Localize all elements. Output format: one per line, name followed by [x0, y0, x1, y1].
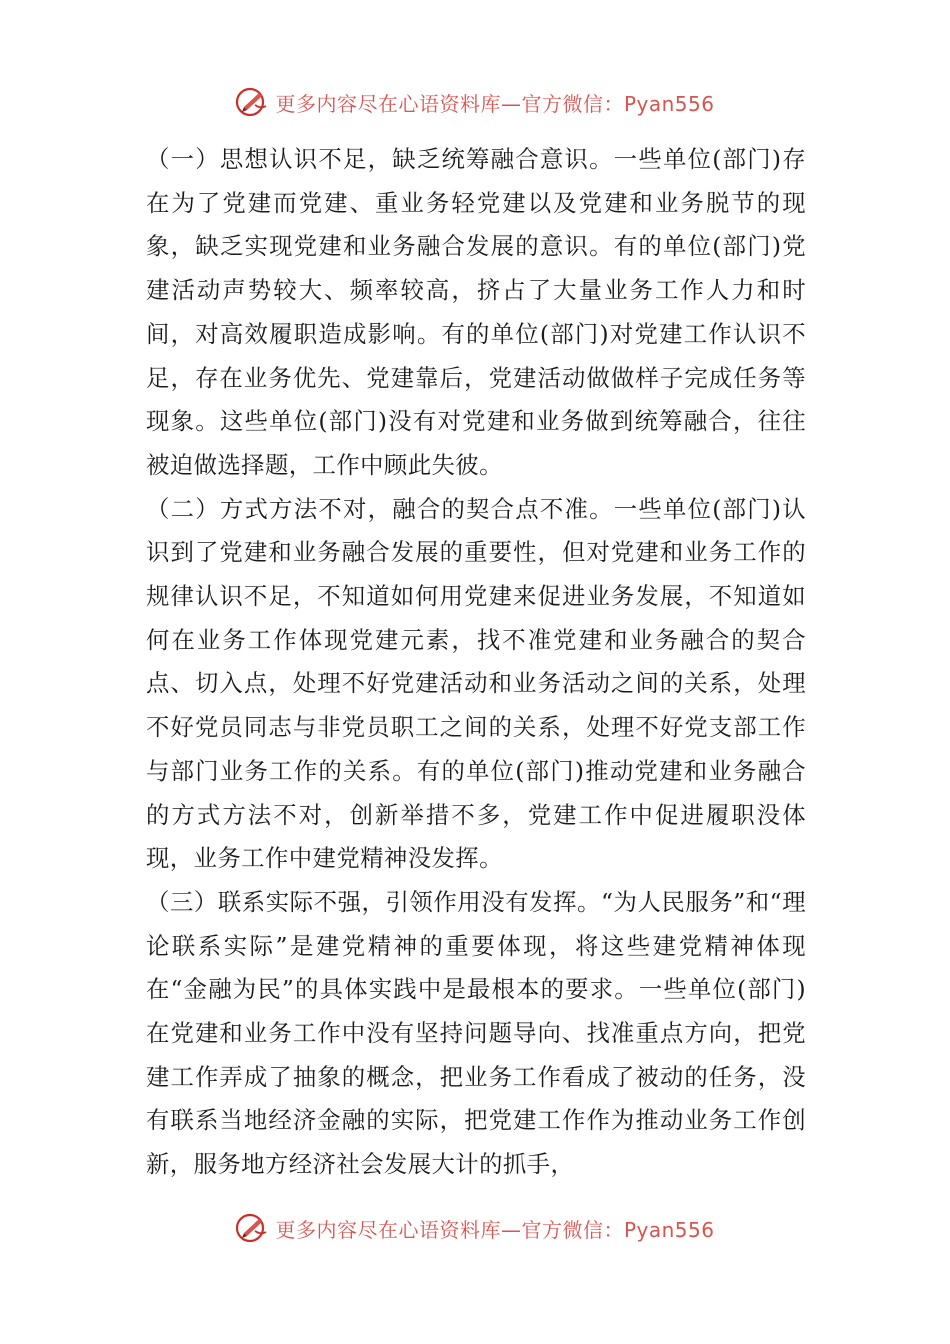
- footer-banner: [0, 1208, 950, 1248]
- pen-logo-icon: [235, 1211, 269, 1245]
- paragraph-1: （一）思想认识不足，缺乏统筹融合意识。一些单位(部门)存在为了党建而党建、重业务轻党建以及党建和业务脱节的现象，缺乏实现党建和业务融合发展的意识。有的单位(部门)党建活动声势较大、频率较高，挤占了大量业务工作人力和时间，对高效履职造成影响。有的单位(部门)对党建工作认识不足，存在业务优先、党建靠后，党建活动做做样子完成任务等现象。这些单位(部门)没有对党建和业务做到统筹融合，往往被迫做选择题，工作中顾此失彼。: [146, 145, 806, 479]
- document-body: [146, 138, 806, 1187]
- footer-banner-text: 更多内容尽在心语资料库—官方微信：Pyan556: [275, 1217, 715, 1242]
- paragraph-2: （二）方式方法不对，融合的契合点不准。一些单位(部门)认识到了党建和业务融合发展的重要性，但对党建和业务工作的规律认识不足，不知道如何用党建来促进业务发展，不知道如何在业务工作体现党建元素，找不准党建和业务融合的契合点、切入点，处理不好党建活动和业务活动之间的关系，处理不好党员同志与非党员职工之间的关系，处理不好党支部工作与部门业务工作的关系。有的单位(部门)推动党建和业务融合的方式方法不对，创新举措不多，党建工作中促进履职没体现，业务工作中建党精神没发挥。: [146, 494, 806, 873]
- paragraph-3: （三）联系实际不强，引领作用没有发挥。“为人民服务”和“理论联系实际”是建党精神的重要体现，将这些建党精神体现在“金融为民”的具体实践中是最根本的要求。一些单位(部门)在党建和业务工作中没有坚持问题导向、找准重点方向，把党建工作弄成了抽象的概念，把业务工作看成了被动的任务，没有联系当地经济金融的实际，把党建工作作为推动业务工作创新，服务地方经济社会发展大计的抓手，: [146, 887, 806, 1179]
- header-banner-text: 更多内容尽在心语资料库—官方微信：Pyan556: [275, 91, 715, 116]
- header-banner: [0, 82, 950, 122]
- pen-logo-icon: [235, 85, 269, 119]
